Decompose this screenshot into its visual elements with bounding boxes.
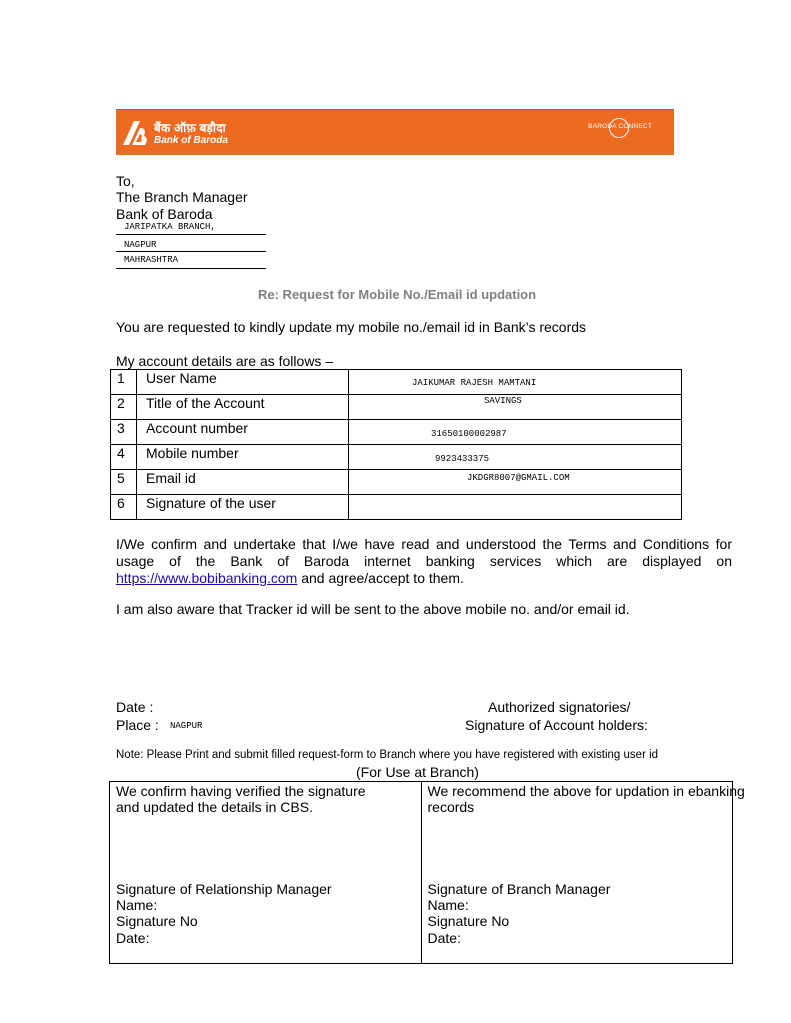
- address-line-3: [116, 268, 266, 269]
- table-row: [111, 445, 682, 470]
- branch-use-title: (For Use at Branch): [356, 764, 479, 780]
- row-label: Email id: [137, 470, 349, 495]
- rm-date-label: Date:: [116, 930, 150, 946]
- place-value: NAGPUR: [170, 721, 203, 731]
- row-number: 1: [111, 370, 137, 395]
- address-city: NAGPUR: [124, 240, 157, 250]
- bm-signature-label: Signature of Branch Manager: [427, 881, 611, 897]
- table-row: [111, 495, 682, 520]
- account-number-value: 31650100002987: [431, 429, 507, 439]
- bm-name-label: Name:: [427, 897, 469, 913]
- row-number: 6: [111, 495, 137, 520]
- address-to: To,: [116, 173, 135, 189]
- address-bank: Bank of Baroda: [116, 206, 213, 222]
- branch-use-table: [109, 781, 745, 964]
- rm-signature-no-label: Signature No: [116, 913, 198, 929]
- authorized-signatories-label: Authorized signatories/: [488, 699, 631, 715]
- row-value-cell: [349, 470, 682, 495]
- bm-recommend-text-2: records: [427, 799, 475, 815]
- confirmation-tail: and agree/accept to them.: [297, 570, 464, 586]
- table-row: [111, 420, 682, 445]
- branch-left-cell: [110, 782, 422, 964]
- confirmation-paragraph: [116, 536, 732, 587]
- email-value: JKDGR8007@GMAIL.COM: [467, 473, 570, 483]
- account-intro: My account details are as follows –: [116, 353, 334, 369]
- row-value-cell: [349, 420, 682, 445]
- date-label: Date :: [116, 699, 154, 715]
- note-text: Note: Please Print and submit filled request-form to Branch where you have registered with existing user id: [116, 749, 659, 761]
- row-label: Account number: [137, 420, 349, 445]
- row-value-cell: [349, 395, 682, 420]
- rm-signature-label: Signature of Relationship Manager: [116, 881, 332, 897]
- rm-confirm-text-2: and updated the details in CBS.: [116, 799, 313, 815]
- address-line-2: [116, 251, 266, 252]
- row-value-cell: [349, 445, 682, 470]
- signature-of-user-cell: [349, 495, 682, 520]
- address-line-1: [116, 234, 266, 235]
- row-number: 2: [111, 395, 137, 420]
- table-row: [111, 395, 682, 420]
- rm-name-label: Name:: [116, 897, 158, 913]
- subject-line: Re: Request for Mobile No./Email id updation: [258, 287, 537, 302]
- bank-name-english: Bank of Baroda: [154, 135, 228, 146]
- account-holders-signature-label: Signature of Account holders:: [465, 717, 648, 733]
- tracker-note: I am also aware that Tracker id will be sent to the above mobile no. and/or email id.: [116, 601, 630, 617]
- row-label: Signature of the user: [137, 495, 349, 520]
- bm-recommend-text-1: We recommend the above for updation in ebanking: [427, 783, 745, 799]
- row-number: 5: [111, 470, 137, 495]
- rm-confirm-text-1: We confirm having verified the signature: [116, 783, 366, 799]
- bm-signature-no-label: Signature No: [427, 913, 510, 929]
- address-branch: JARIPATKA BRANCH,: [124, 222, 216, 232]
- bank-header-banner: [116, 109, 674, 155]
- address-state: MAHRASHTRA: [124, 255, 179, 265]
- row-number: 4: [111, 445, 137, 470]
- mobile-number-value: 9923433375: [435, 454, 490, 464]
- address-recipient: The Branch Manager: [116, 189, 248, 205]
- branch-right-cell: [421, 782, 745, 964]
- row-label: Title of the Account: [137, 395, 349, 420]
- bobibanking-link[interactable]: https://www.bobibanking.com: [116, 570, 298, 586]
- account-title-value: SAVINGS: [484, 396, 522, 406]
- table-row: [111, 370, 682, 395]
- user-name-value: JAIKUMAR RAJESH MAMTANI: [412, 378, 537, 388]
- row-number: 3: [111, 420, 137, 445]
- row-label: User Name: [137, 370, 349, 395]
- bm-date-label: Date:: [427, 930, 461, 946]
- place-label: Place :: [116, 717, 159, 733]
- bank-name-hindi: बैंक ऑफ़ बड़ौदा: [154, 121, 226, 135]
- table-row: [111, 470, 682, 495]
- account-details-table: [110, 369, 682, 520]
- confirmation-text: I/We confirm and undertake that I/we have read and understood the Terms and Conditions for usage of the Bank of Baroda internet banking services which are displayed on: [116, 536, 732, 569]
- row-label: Mobile number: [137, 445, 349, 470]
- row-value-cell: [349, 370, 682, 395]
- bank-of-baroda-logo-icon: [120, 118, 150, 148]
- request-line: You are requested to kindly update my mobile no./email id in Bank’s records: [116, 319, 587, 335]
- baroda-connect-logo: BARODA CONNECT: [588, 123, 652, 130]
